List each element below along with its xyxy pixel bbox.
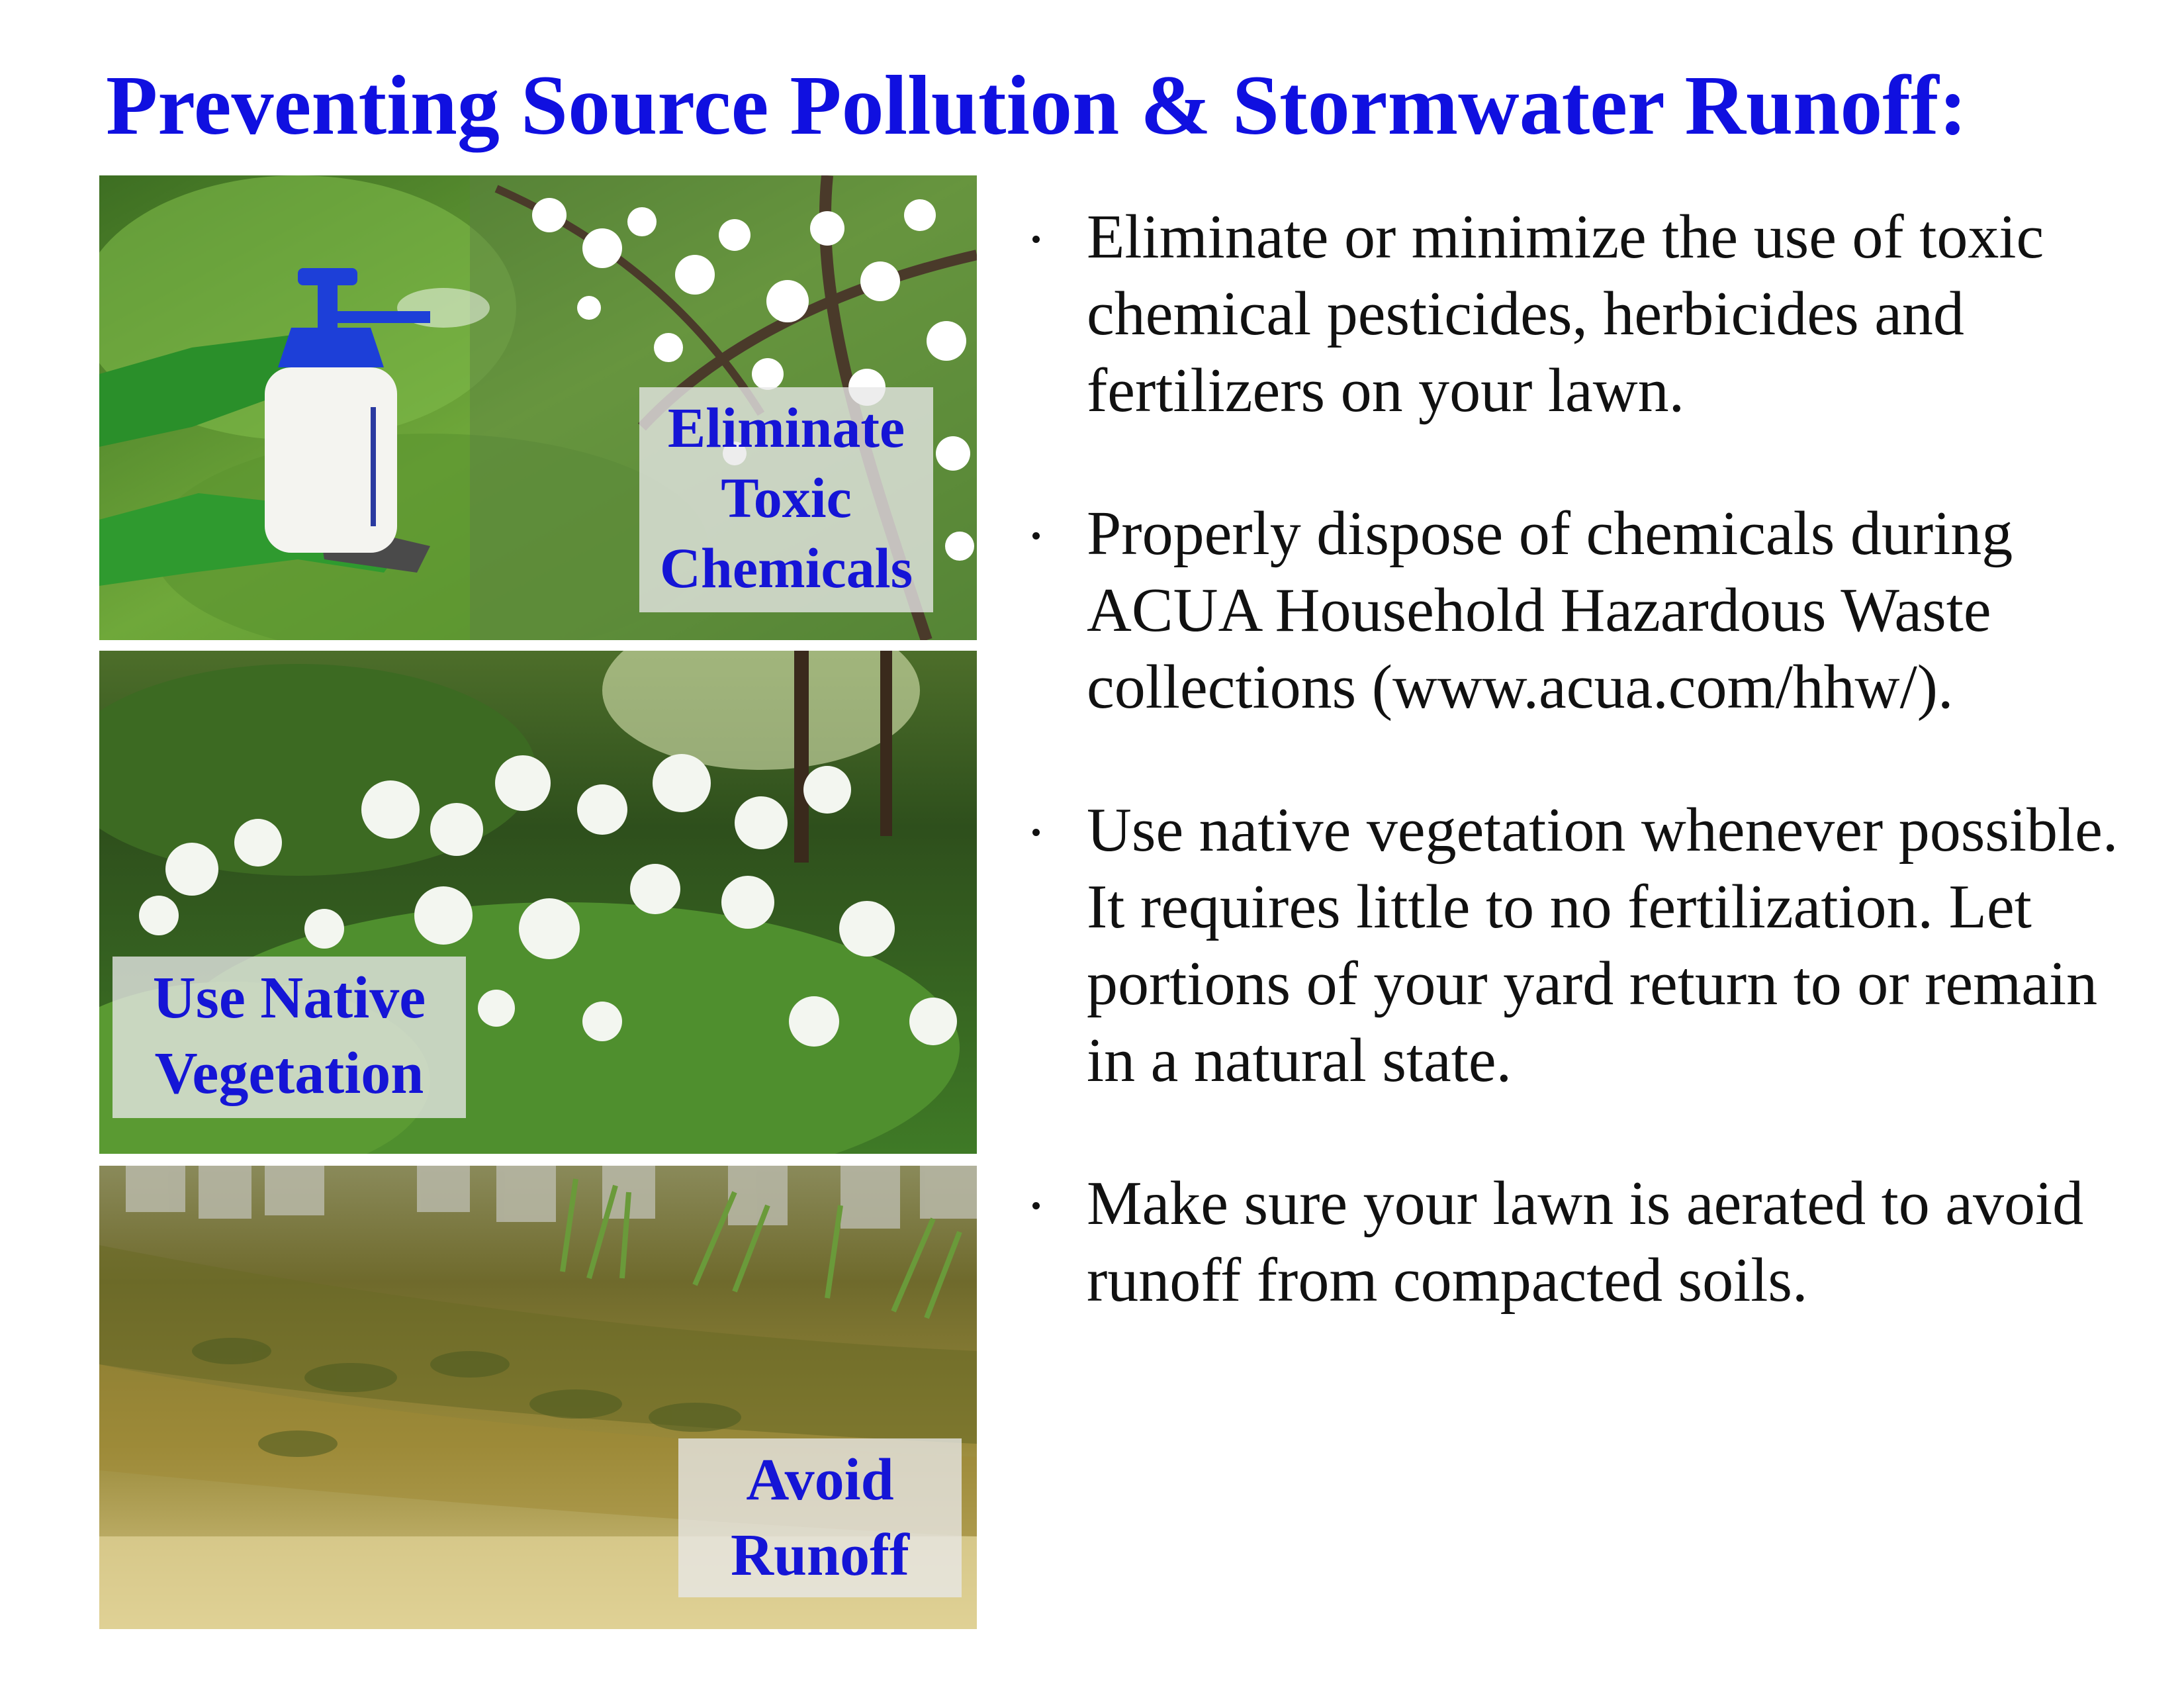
- caption-line: Use Native: [152, 965, 426, 1031]
- caption-line: Chemicals: [659, 536, 913, 600]
- tip-item: [1019, 1165, 2158, 1319]
- tip-text: Use native vegetation whenever possible. It requires little to no fertilization. Let portions of your yard return to or remain in a natural state.: [1087, 796, 2118, 1095]
- caption-line: Avoid: [746, 1447, 894, 1513]
- bullet-icon: [1032, 829, 1040, 836]
- tip-item: [1019, 495, 2158, 726]
- caption-line: Toxic: [721, 466, 852, 530]
- pesticide-sprayer-photo: [99, 175, 977, 640]
- caption-line: Runoff: [730, 1523, 910, 1588]
- bullet-icon: [1032, 532, 1040, 539]
- caption-line: Vegetation: [154, 1041, 424, 1106]
- tip-item: [1019, 199, 2158, 429]
- eliminate-toxic-chemicals-caption: [639, 387, 933, 612]
- caption-line: Eliminate: [667, 396, 905, 459]
- tips-list: [1019, 199, 2158, 1319]
- bullet-icon: [1032, 1202, 1040, 1209]
- native-vegetation-photo: [99, 651, 977, 1154]
- avoid-runoff-caption: [678, 1438, 962, 1597]
- tip-item: [1019, 792, 2158, 1099]
- page-title: Preventing Source Pollution & Stormwater Runoff:: [106, 58, 1968, 152]
- tip-text: Make sure your lawn is aerated to avoid runoff from compacted soils.: [1087, 1169, 2084, 1315]
- stormwater-runoff-photo: [99, 1166, 977, 1629]
- use-native-vegetation-caption: [113, 957, 466, 1118]
- bullet-icon: [1032, 236, 1040, 243]
- tip-text: Eliminate or minimize the use of toxic chemical pesticides, herbicides and fertilizers on your lawn.: [1087, 203, 2044, 425]
- tip-text: Properly dispose of chemicals during ACUA Household Hazardous Waste collections (www.acua.com/hhw/).: [1087, 499, 2013, 722]
